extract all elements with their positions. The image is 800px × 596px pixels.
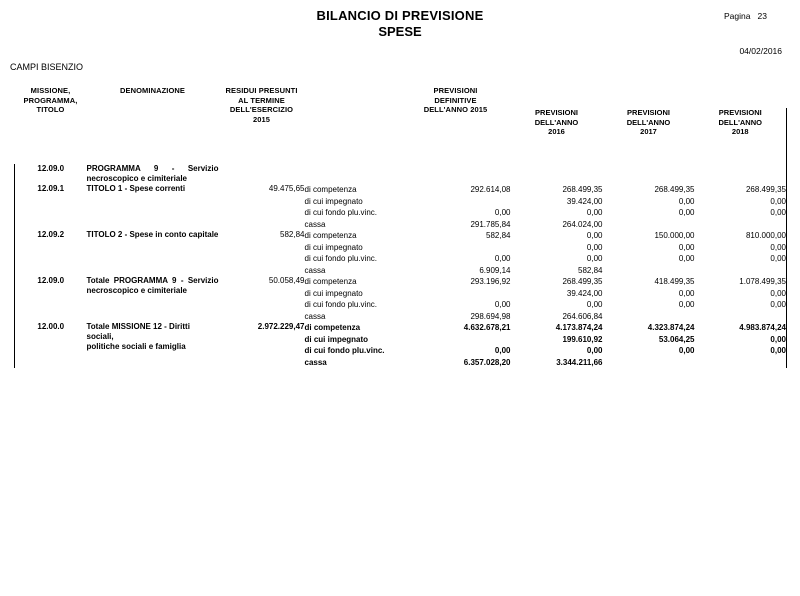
prev2018-line-2: DELL'ANNO xyxy=(718,117,762,127)
value-fondo: 0,00 xyxy=(770,254,786,263)
value-cassa xyxy=(695,357,787,369)
row-labels xyxy=(305,184,401,230)
value-competenza: 810.000,00 xyxy=(745,231,786,240)
value-cassa: 582,84 xyxy=(578,265,603,275)
definitive-line-3: DELL'ANNO 2015 xyxy=(423,105,488,114)
row-code: 12.09.0 xyxy=(37,164,65,173)
row-definitive-values xyxy=(401,322,511,368)
value-fondo: 0,00 xyxy=(678,208,695,217)
row-residui: 50.058,49 xyxy=(268,276,305,285)
value-competenza: 4.983.874,24 xyxy=(739,323,786,332)
row-denominazione xyxy=(87,276,219,322)
value-cassa xyxy=(603,357,695,369)
value-fondo: 0,00 xyxy=(586,208,603,217)
value-fondo: 0,00 xyxy=(494,254,511,263)
row-definitive-values xyxy=(401,164,511,184)
value-cassa xyxy=(695,265,787,277)
value-impegnato: 39.424,00 xyxy=(566,288,603,298)
denominazione-line-2: necroscopico e cimiteriale xyxy=(86,286,187,295)
value-competenza: 293.196,92 xyxy=(470,277,511,286)
row-2018-values xyxy=(695,322,787,368)
table-row xyxy=(15,322,787,368)
document-title: BILANCIO DI PREVISIONE xyxy=(316,8,484,23)
table-row xyxy=(15,164,787,184)
value-cassa: 6.909,14 xyxy=(479,265,511,275)
residui-line-4: 2015 xyxy=(252,114,271,124)
label-impegnato: di cui impegnato xyxy=(304,196,363,206)
value-fondo: 0,00 xyxy=(770,208,786,217)
denominazione-line-2: necroscopico e cimiteriale xyxy=(86,174,187,183)
value-fondo: 0,00 xyxy=(586,300,603,309)
row-denominazione xyxy=(87,164,219,184)
col-header-previsioni-2016 xyxy=(511,108,603,164)
entity-name: CAMPI BISENZIO xyxy=(10,62,84,72)
residui-line-3: DELL'ESERCIZIO xyxy=(229,105,294,114)
row-2016-values xyxy=(511,164,603,184)
row-code: 12.09.0 xyxy=(37,276,65,285)
row-denominazione xyxy=(87,230,219,276)
value-impegnato: 53.064,25 xyxy=(658,334,695,344)
prev2018-line-3: 2018 xyxy=(731,127,749,136)
table-row xyxy=(15,276,787,322)
row-2016-values xyxy=(511,184,603,230)
label-fondo: di cui fondo plu.vinc. xyxy=(304,254,377,263)
value-cassa xyxy=(603,311,695,323)
row-labels xyxy=(305,230,401,276)
prev2017-line-3: 2017 xyxy=(640,127,657,136)
value-cassa: 6.357.028,20 xyxy=(463,357,511,367)
value-fondo: 0,00 xyxy=(586,346,603,355)
page-number-value: 23 xyxy=(757,11,767,21)
col-header-denominazione: DENOMINAZIONE xyxy=(119,86,186,95)
label-fondo: di cui fondo plu.vinc. xyxy=(304,300,377,309)
row-labels xyxy=(305,276,401,322)
budget-table xyxy=(14,86,787,368)
label-impegnato: di cui impegnato xyxy=(304,334,369,344)
value-impegnato: 0,00 xyxy=(586,242,603,252)
label-competenza: di competenza xyxy=(304,185,357,194)
value-competenza: 1.078.499,35 xyxy=(739,277,786,286)
value-impegnato xyxy=(401,196,511,208)
row-labels xyxy=(305,164,401,184)
label-cassa: cassa xyxy=(304,357,327,367)
value-competenza: 268.499,35 xyxy=(745,185,786,194)
denominazione-line-1: Totale PROGRAMMA 9 - Servizio xyxy=(86,276,219,285)
value-cassa: 291.785,84 xyxy=(470,219,511,229)
prev2016-line-2: DELL'ANNO xyxy=(534,117,579,127)
label-cassa: cassa xyxy=(304,265,326,275)
header-row-top xyxy=(15,86,787,108)
label-cassa: cassa xyxy=(304,311,326,321)
residui-line-1: RESIDUI PRESUNTI xyxy=(225,86,298,95)
value-impegnato: 0,00 xyxy=(678,196,695,206)
row-definitive-values xyxy=(401,276,511,322)
definitive-line-1: PREVISIONI xyxy=(433,86,478,95)
denominazione-line-1: TITOLO 2 - Spese in conto capitale xyxy=(86,230,219,239)
denominazione-line-1: PROGRAMMA 9 - Servizio xyxy=(86,164,219,173)
row-2016-values xyxy=(511,276,603,322)
value-competenza: 150.000,00 xyxy=(654,231,695,240)
value-impegnato xyxy=(401,334,511,346)
row-labels xyxy=(305,322,401,368)
label-fondo: di cui fondo plu.vinc. xyxy=(304,208,377,217)
denominazione-line-2: politiche sociali e famiglia xyxy=(86,342,186,351)
label-impegnato: di cui impegnato xyxy=(304,242,363,252)
value-impegnato: 0,00 xyxy=(770,196,786,206)
col-header-previsioni-group xyxy=(511,86,787,108)
row-denominazione xyxy=(87,184,219,230)
page-header xyxy=(0,0,800,70)
prev2017-line-2: DELL'ANNO xyxy=(626,117,671,127)
col-header-previsioni-2018 xyxy=(695,108,787,164)
row-code: 12.09.2 xyxy=(37,230,65,239)
value-fondo: 0,00 xyxy=(678,346,695,355)
row-2017-values xyxy=(603,230,695,276)
label-cassa: cassa xyxy=(304,219,326,229)
label-competenza: di competenza xyxy=(304,323,361,332)
row-denominazione xyxy=(87,322,219,368)
col-header-spacer xyxy=(305,86,401,164)
value-fondo: 0,00 xyxy=(494,346,511,355)
col-header-missione-programma-titolo xyxy=(15,86,87,164)
row-2018-values xyxy=(695,164,787,184)
value-impegnato xyxy=(401,242,511,254)
value-fondo: 0,00 xyxy=(494,208,511,217)
row-code: 12.09.1 xyxy=(37,184,65,193)
value-fondo: 0,00 xyxy=(770,346,786,355)
col-header-previsioni-definitive-2015 xyxy=(401,86,511,164)
page-number xyxy=(724,11,767,21)
row-residui: 582,84 xyxy=(280,230,305,239)
value-fondo: 0,00 xyxy=(770,300,786,309)
value-competenza: 292.614,08 xyxy=(470,185,511,194)
col-header-residui-presunti xyxy=(219,86,305,164)
page-number-label: Pagina xyxy=(723,11,751,21)
col-header-line-3: TITOLO xyxy=(36,105,65,114)
value-cassa xyxy=(603,219,695,231)
row-2017-values xyxy=(603,276,695,322)
value-cassa: 298.694,98 xyxy=(470,311,511,321)
document-subtitle: SPESE xyxy=(378,24,422,39)
row-2018-values xyxy=(695,184,787,230)
table-row xyxy=(15,230,787,276)
value-fondo: 0,00 xyxy=(586,254,603,263)
col-header-line-2: PROGRAMMA, xyxy=(23,95,78,105)
table-header xyxy=(15,86,787,164)
denominazione-line-1: TITOLO 1 - Spese correnti xyxy=(86,184,186,193)
value-impegnato: 0,00 xyxy=(770,288,786,298)
row-definitive-values xyxy=(401,184,511,230)
document-date: 04/02/2016 xyxy=(739,46,782,56)
definitive-line-2: DEFINITIVE xyxy=(434,95,477,105)
value-impegnato: 0,00 xyxy=(770,242,786,252)
label-competenza: di competenza xyxy=(304,277,357,286)
residui-line-2: AL TERMINE xyxy=(238,95,285,105)
col-header-line-1: MISSIONE, xyxy=(30,86,71,95)
value-competenza: 268.499,35 xyxy=(562,277,603,286)
row-code: 12.00.0 xyxy=(37,322,65,331)
row-2016-values xyxy=(511,230,603,276)
value-cassa xyxy=(695,219,787,231)
value-cassa: 264.024,00 xyxy=(562,219,603,229)
value-impegnato: 199.610,92 xyxy=(562,334,603,344)
value-competenza: 268.499,35 xyxy=(562,185,603,194)
value-impegnato: 0,00 xyxy=(678,288,695,298)
value-fondo: 0,00 xyxy=(678,254,695,263)
value-competenza: 268.499,35 xyxy=(654,185,695,194)
budget-table-container xyxy=(14,86,786,368)
value-fondo: 0,00 xyxy=(494,300,511,309)
value-cassa: 264.606,84 xyxy=(562,311,603,321)
row-residui: 49.475,65 xyxy=(268,184,305,193)
row-residui xyxy=(219,164,305,184)
value-competenza: 4.173.874,24 xyxy=(555,323,603,332)
label-fondo: di cui fondo plu.vinc. xyxy=(304,346,385,355)
value-impegnato: 0,00 xyxy=(678,242,695,252)
row-residui: 2.972.229,47 xyxy=(257,322,305,331)
value-competenza: 582,84 xyxy=(486,231,511,240)
value-cassa: 3.344.211,66 xyxy=(556,357,603,367)
row-2017-values xyxy=(603,164,695,184)
col-header-previsioni-2017 xyxy=(603,108,695,164)
value-cassa xyxy=(695,311,787,323)
table-body xyxy=(15,164,787,368)
value-impegnato: 0,00 xyxy=(770,334,786,344)
denominazione-line-1: Totale MISSIONE 12 - Diritti sociali, xyxy=(86,322,190,341)
prev2016-line-3: 2016 xyxy=(548,127,565,136)
prev2018-line-1: PREVISIONI xyxy=(718,108,762,117)
row-2017-values xyxy=(603,322,695,368)
row-2016-values xyxy=(511,322,603,368)
row-2018-values xyxy=(695,230,787,276)
value-impegnato xyxy=(401,288,511,300)
table-row xyxy=(15,184,787,230)
value-impegnato: 39.424,00 xyxy=(566,196,603,206)
value-fondo: 0,00 xyxy=(678,300,695,309)
prev2016-line-1: PREVISIONI xyxy=(535,108,578,117)
value-competenza: 418.499,35 xyxy=(654,277,695,286)
value-competenza: 0,00 xyxy=(586,231,603,240)
value-cassa xyxy=(603,265,695,277)
row-2018-values xyxy=(695,276,787,322)
value-competenza: 4.323.874,24 xyxy=(647,323,695,332)
prev2017-line-1: PREVISIONI xyxy=(627,108,670,117)
row-2017-values xyxy=(603,184,695,230)
label-impegnato: di cui impegnato xyxy=(304,288,363,298)
label-competenza: di competenza xyxy=(304,231,357,240)
value-competenza: 4.632.678,21 xyxy=(463,323,511,332)
row-definitive-values xyxy=(401,230,511,276)
